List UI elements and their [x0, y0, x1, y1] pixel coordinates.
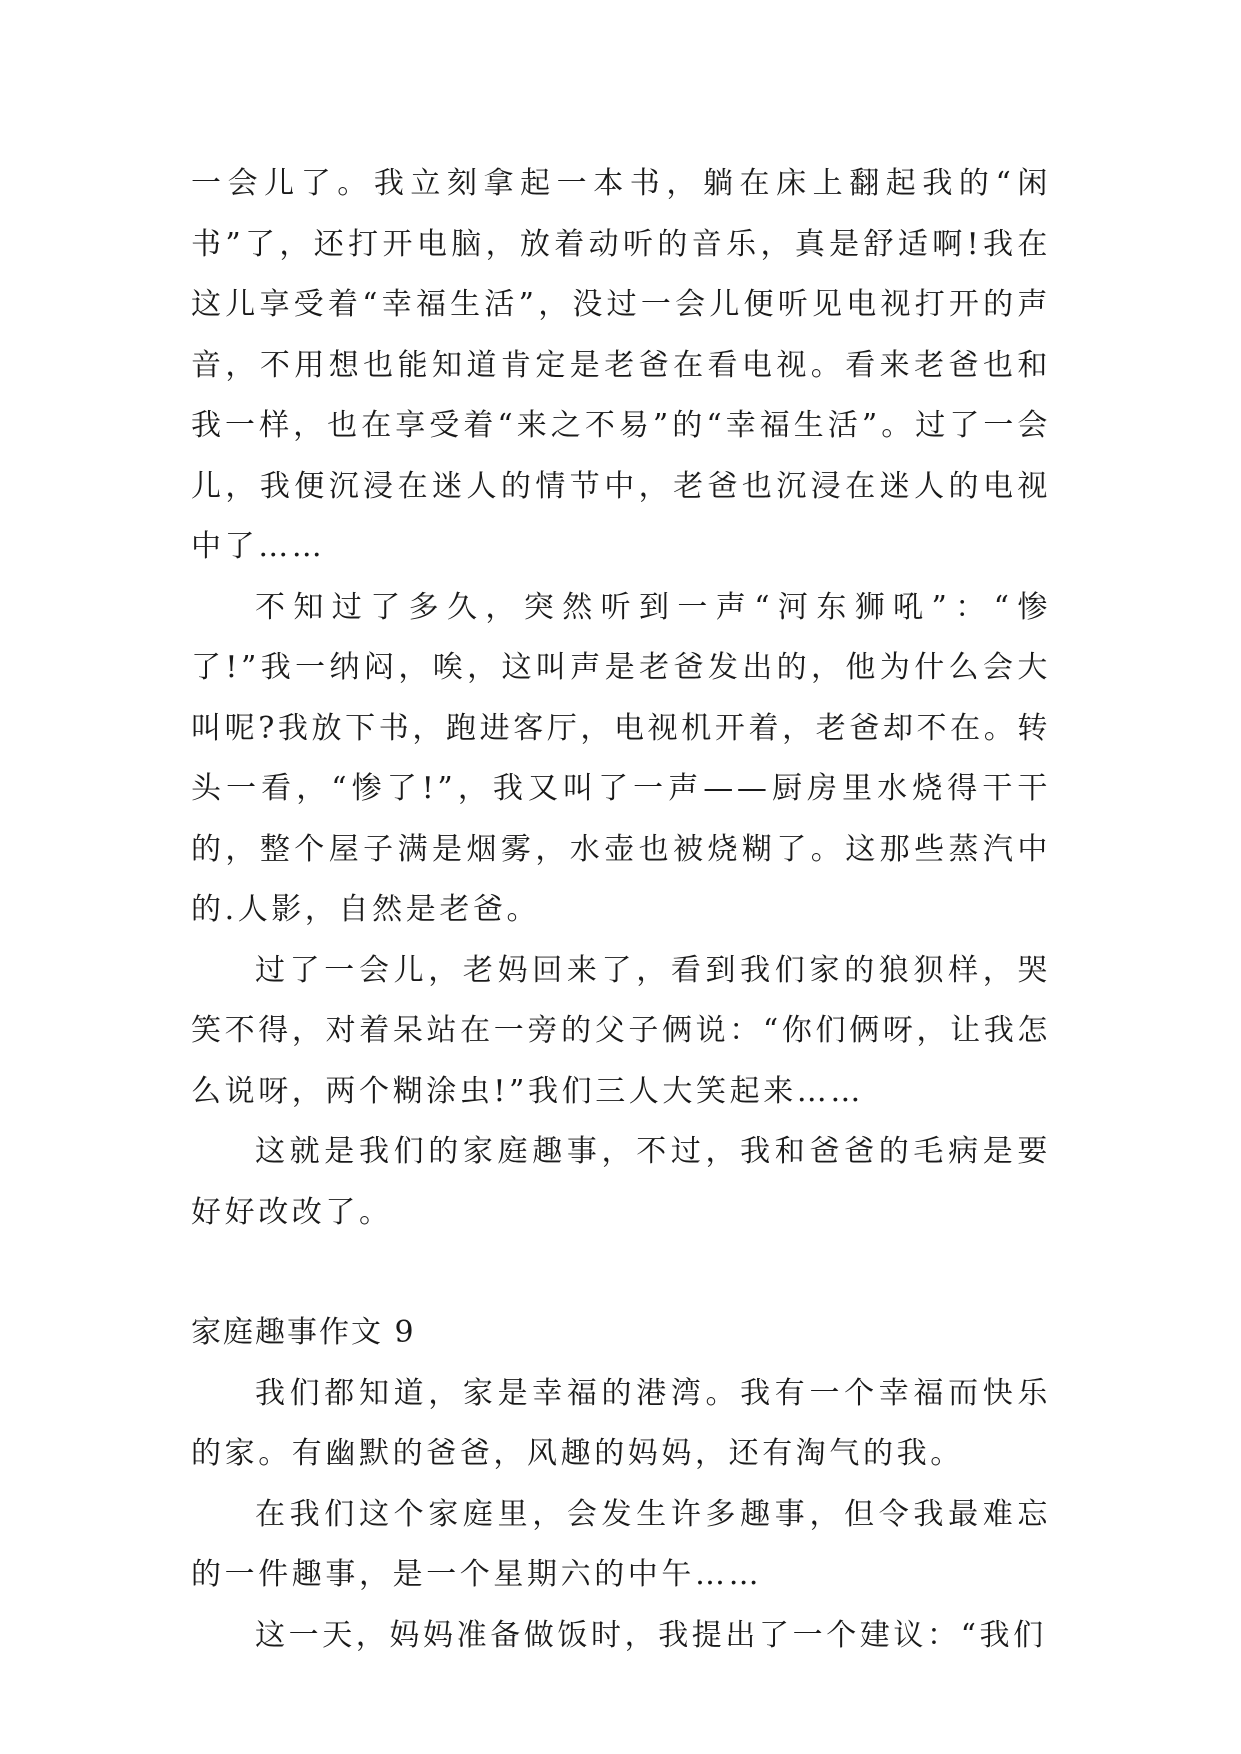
- paragraph: 过了一会儿，老妈回来了，看到我们家的狼狈样，哭笑不得，对着呆站在一旁的父子俩说：“你们俩呀，让我怎么说呀，两个糊涂虫!”我们三人大笑起来……: [191, 952, 1051, 1109]
- section-title: 家庭趣事作文 9: [191, 1315, 416, 1350]
- paragraph: 我们都知道，家是幸福的港湾。我有一个幸福而快乐的家。有幽默的爸爸，风趣的妈妈，还有淘气的我。: [191, 1375, 1051, 1471]
- paragraph: 不知过了多久，突然听到一声“河东狮吼”：“惨了!”我一纳闷，唉，这叫声是老爸发出的，他为什么会大叫呢?我放下书，跑进客厅，电视机开着，老爸却不在。转头一看，“惨了!”，我又叫了一声——厨房里水烧得干干的，整个屋子满是烟雾，水壶也被烧糊了。这那些蒸汽中的.人影，自然是老爸。: [191, 589, 1051, 927]
- paragraph: 这就是我们的家庭趣事，不过，我和爸爸的毛病是要好好改改了。: [191, 1134, 1051, 1230]
- document-page: [191, 154, 1051, 1666]
- paragraph: 在我们这个家庭里，会发生许多趣事，但令我最难忘的一件趣事，是一个星期六的中午……: [191, 1496, 1051, 1592]
- paragraph-continued: 一会儿了。我立刻拿起一本书，躺在床上翻起我的“闲书”了，还打开电脑，放着动听的音乐，真是舒适啊!我在这儿享受着“幸福生活”，没过一会儿便听见电视打开的声音，不用想也能知道肯定是老爸在看电视。看来老爸也和我一样，也在享受着“来之不易”的“幸福生活”。过了一会儿，我便沉浸在迷人的情节中，老爸也沉浸在迷人的电视中了……: [191, 166, 1051, 564]
- paragraph: 这一天，妈妈准备做饭时，我提出了一个建议：“我们: [255, 1617, 1047, 1653]
